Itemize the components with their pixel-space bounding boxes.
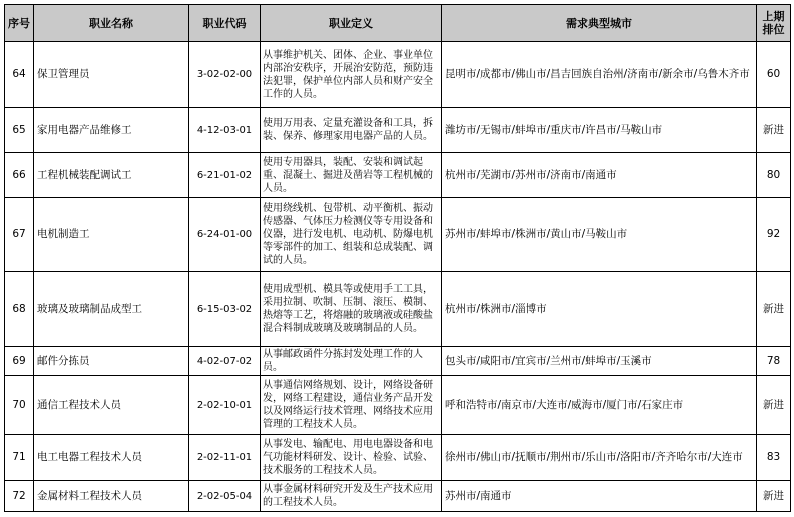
row-cities: 苏州市/蚌埠市/株洲市/黄山市/马鞍山市 <box>442 198 757 272</box>
header-rank: 上期排位 <box>757 5 791 42</box>
row-code: 6-24-01-00 <box>189 198 261 272</box>
row-code: 2-02-11-01 <box>189 435 261 481</box>
row-definition: 从事通信网络规划、设计，网络设备研发，网络工程建设，通信业务产品开发以及网络运行技术管理、网络技术应用管理的工程技术人员。 <box>261 376 442 435</box>
table-row <box>5 347 791 376</box>
row-cities: 杭州市/芜湖市/苏州市/济南市/南通市 <box>442 153 757 198</box>
row-cities: 潍坊市/无锡市/蚌埠市/重庆市/许昌市/马鞍山市 <box>442 108 757 153</box>
row-definition: 使用成型机、模具等或使用手工工具，采用拉制、吹制、压制、滚压、模制、热熔等工艺，将熔融的玻璃液或硅酸盐混合料制成玻璃及玻璃制品的人员。 <box>261 272 442 347</box>
row-code: 6-21-01-02 <box>189 153 261 198</box>
row-num: 67 <box>5 198 34 272</box>
table-body <box>5 42 791 512</box>
row-name: 金属材料工程技术人员 <box>34 481 189 512</box>
row-cities: 徐州市/佛山市/抚顺市/荆州市/乐山市/洛阳市/齐齐哈尔市/大连市 <box>442 435 757 481</box>
table-row <box>5 153 791 198</box>
row-rank: 新进 <box>757 108 791 153</box>
row-num: 70 <box>5 376 34 435</box>
row-cities: 包头市/咸阳市/宜宾市/兰州市/蚌埠市/玉溪市 <box>442 347 757 376</box>
row-code: 4-12-03-01 <box>189 108 261 153</box>
row-num: 66 <box>5 153 34 198</box>
row-code: 6-15-03-02 <box>189 272 261 347</box>
table-row <box>5 108 791 153</box>
row-num: 69 <box>5 347 34 376</box>
row-cities: 昆明市/成都市/佛山市/昌吉回族自治州/济南市/新余市/乌鲁木齐市 <box>442 42 757 108</box>
table-row <box>5 198 791 272</box>
row-rank: 60 <box>757 42 791 108</box>
row-name: 家用电器产品维修工 <box>34 108 189 153</box>
row-rank: 80 <box>757 153 791 198</box>
row-cities: 苏州市/南通市 <box>442 481 757 512</box>
row-cities: 呼和浩特市/南京市/大连市/威海市/厦门市/石家庄市 <box>442 376 757 435</box>
row-name: 保卫管理员 <box>34 42 189 108</box>
row-cities: 杭州市/株洲市/淄博市 <box>442 272 757 347</box>
row-num: 72 <box>5 481 34 512</box>
row-rank: 新进 <box>757 376 791 435</box>
row-rank: 新进 <box>757 481 791 512</box>
row-code: 2-02-05-04 <box>189 481 261 512</box>
row-name: 玻璃及玻璃制品成型工 <box>34 272 189 347</box>
row-num: 65 <box>5 108 34 153</box>
table-row <box>5 435 791 481</box>
header-row <box>5 5 791 42</box>
table-row <box>5 481 791 512</box>
row-name: 工程机械装配调试工 <box>34 153 189 198</box>
row-definition: 使用专用器具，装配、安装和调试起重、混凝土、掘进及凿岩等工程机械的人员。 <box>261 153 442 198</box>
row-rank: 83 <box>757 435 791 481</box>
row-num: 64 <box>5 42 34 108</box>
row-rank: 78 <box>757 347 791 376</box>
header-name: 职业名称 <box>34 5 189 42</box>
row-name: 电机制造工 <box>34 198 189 272</box>
row-definition: 使用绕线机、包带机、动平衡机、振动传感器、气体压力检测仪等专用设备和仪器，进行发电机、电动机、防爆电机等零部件的加工、组装和总成装配、调试的人员。 <box>261 198 442 272</box>
table-header <box>5 5 791 42</box>
header-cities: 需求典型城市 <box>442 5 757 42</box>
row-rank: 92 <box>757 198 791 272</box>
row-num: 71 <box>5 435 34 481</box>
table-row <box>5 376 791 435</box>
row-definition: 从事邮政函件分拣封发处理工作的人员。 <box>261 347 442 376</box>
row-code: 3-02-02-00 <box>189 42 261 108</box>
header-definition: 职业定义 <box>261 5 442 42</box>
header-code: 职业代码 <box>189 5 261 42</box>
occupation-table <box>4 4 791 512</box>
row-name: 电工电器工程技术人员 <box>34 435 189 481</box>
table-row <box>5 272 791 347</box>
row-definition: 从事维护机关、团体、企业、事业单位内部治安秩序，开展治安防范，预防违法犯罪，保护单位内部人员和财产安全工作的人员。 <box>261 42 442 108</box>
row-name: 邮件分拣员 <box>34 347 189 376</box>
row-name: 通信工程技术人员 <box>34 376 189 435</box>
row-num: 68 <box>5 272 34 347</box>
row-definition: 从事金属材料研究开发及生产技术应用的工程技术人员。 <box>261 481 442 512</box>
row-rank: 新进 <box>757 272 791 347</box>
table-row <box>5 42 791 108</box>
row-definition: 使用万用表、定量充灌设备和工具，拆装、保养、修理家用电器产品的人员。 <box>261 108 442 153</box>
row-definition: 从事发电、输配电、用电电器设备和电气功能材料研发、设计、检验、试验、技术服务的工程技术人员。 <box>261 435 442 481</box>
row-code: 4-02-07-02 <box>189 347 261 376</box>
row-code: 2-02-10-01 <box>189 376 261 435</box>
header-num: 序号 <box>5 5 34 42</box>
